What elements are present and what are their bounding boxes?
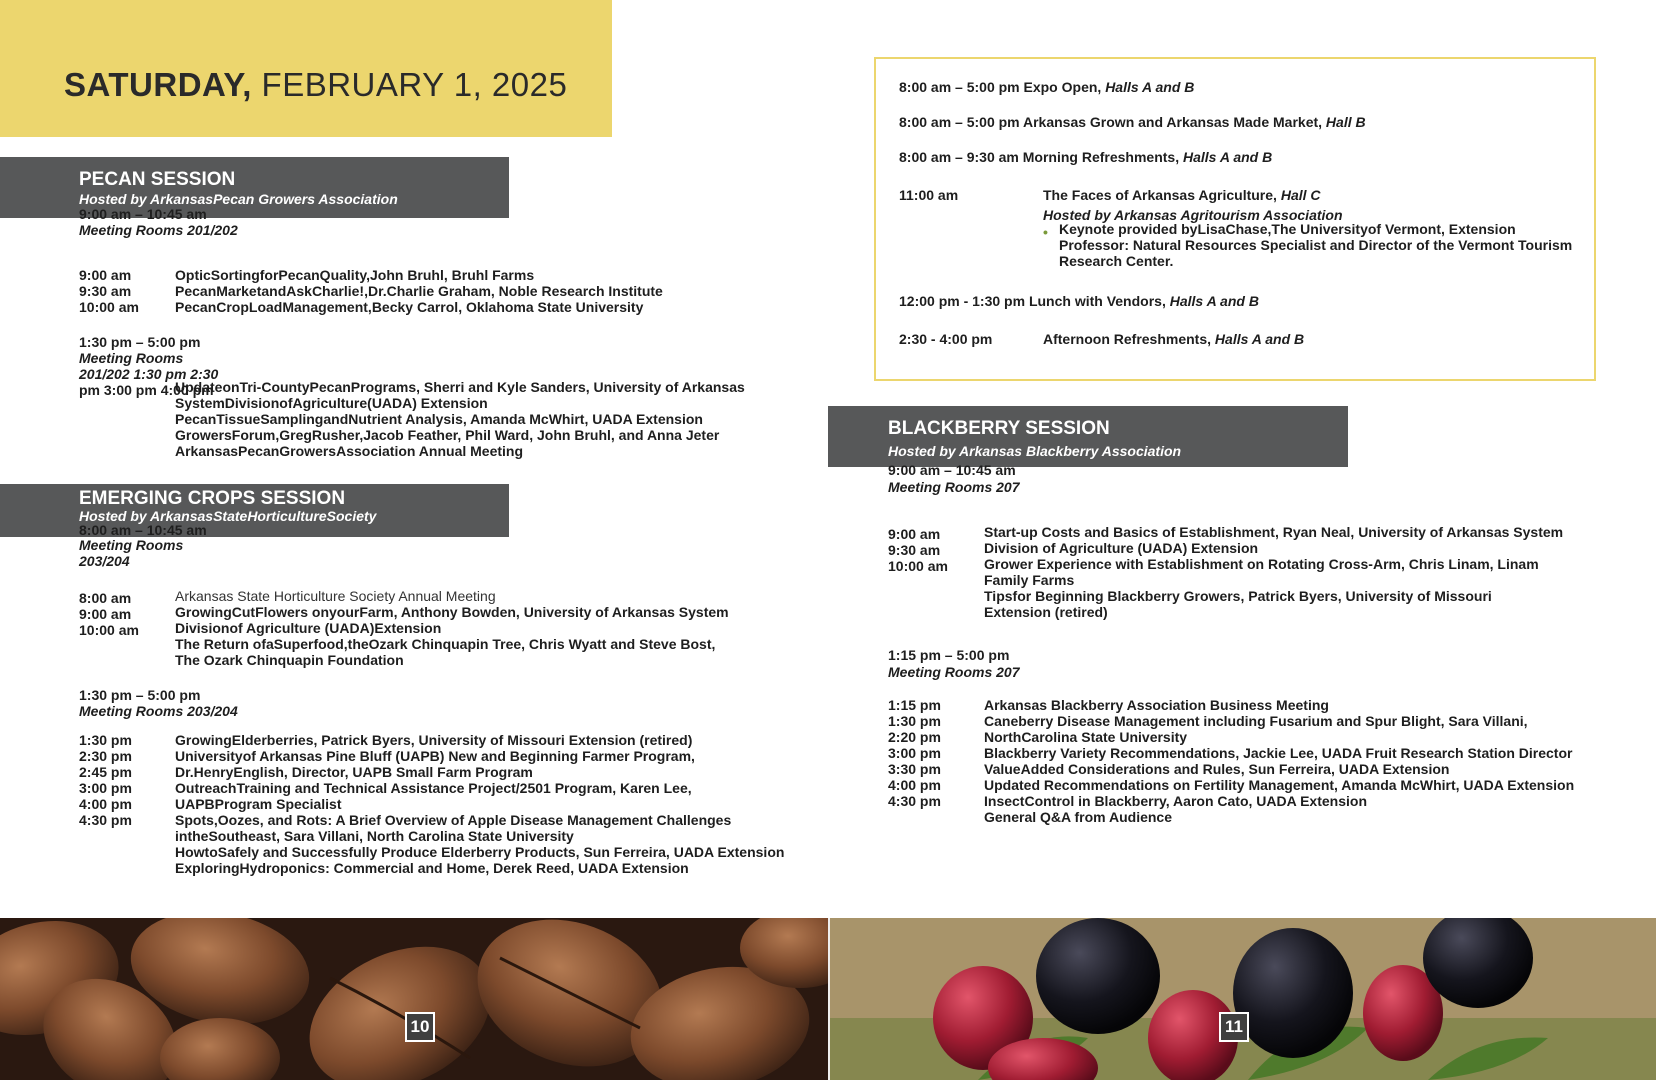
keynote-line: Professor: Natural Resources Specialist and Director of the Vermont Tourism [1059, 237, 1573, 253]
page-divider [828, 918, 830, 1080]
schedule-item: Start-up Costs and Basics of Establishment, Ryan Neal, University of Arkansas System [984, 524, 1564, 540]
schedule-time: 1:30 pm [79, 732, 132, 748]
blackberry-am-times [888, 526, 948, 574]
pecan-am-items [175, 267, 663, 315]
schedule-item: Grower Experience with Establishment on Rotating Cross-Arm, Chris Linam, Linam [984, 556, 1539, 572]
pecan-photo [0, 918, 828, 1080]
schedule-item: Dr.HenryEnglish, Director, UAPB Small Farm Program [175, 764, 533, 780]
emerging-am-rooms-2: 203/204 [79, 553, 130, 569]
schedule-item: Spots,Oozes, and Rots: A Brief Overview of Apple Disease Management Challenges [175, 812, 732, 828]
keynote-line: Keynote provided byLisaChase,The Universityof Vermont, Extension [1059, 221, 1516, 237]
emerging-pm-rooms: Meeting Rooms 203/204 [79, 703, 238, 719]
blackberry-session-bar [828, 406, 1348, 467]
emerging-pm-items [175, 732, 784, 876]
blackberry-photo [828, 918, 1656, 1080]
schedule-time: 2:20 pm [888, 729, 941, 745]
schedule-item: GrowersForum,GregRusher,Jacob Feather, Phil Ward, John Bruhl, and Anna Jeter [175, 427, 720, 443]
expo-line-1: 8:00 am – 5:00 pm Expo Open, Halls A and B [899, 79, 1195, 95]
schedule-item: Divisionof Agriculture (UADA)Extension [175, 620, 442, 636]
schedule-time: 9:00 am [79, 267, 132, 283]
schedule-item: SystemDivisionofAgriculture(UADA) Extension [175, 395, 488, 411]
blackberry-session-title: BLACKBERRY SESSION [888, 418, 1110, 439]
emerging-pm-times [79, 732, 132, 828]
page-number-left: 10 [405, 1012, 435, 1042]
keynote-description [1059, 221, 1572, 269]
schedule-item: NorthCarolina State University [984, 729, 1188, 745]
schedule-time: 10:00 am [79, 622, 139, 638]
schedule-item: PecanTissueSamplingandNutrient Analysis, Amanda McWhirt, UADA Extension [175, 411, 703, 427]
pecan-am-time: 9:00 am – 10:45 am [79, 206, 207, 222]
schedule-time: 4:00 pm [888, 777, 941, 793]
keynote-time: 11:00 am [899, 187, 959, 203]
schedule-item: Universityof Arkansas Pine Bluff (UAPB) New and Beginning Farmer Program, [175, 748, 695, 764]
schedule-time: 10:00 am [888, 558, 948, 574]
afternoon-time: 2:30 - 4:00 pm [899, 331, 993, 347]
schedule-item: GrowingElderberries, Patrick Byers, University of Missouri Extension (retired) [175, 732, 693, 748]
schedule-item: The Ozark Chinquapin Foundation [175, 652, 404, 668]
pecan-pm-rooms-3: pm 3:00 pm 4:00 pm [79, 382, 214, 398]
lunch-line: 12:00 pm - 1:30 pm Lunch with Vendors, Halls A and B [899, 293, 1259, 309]
schedule-time: 3:30 pm [888, 761, 941, 777]
expo-line-2: 8:00 am – 5:00 pm Arkansas Grown and Arkansas Made Market, Hall B [899, 114, 1366, 130]
pecan-pm-time: 1:30 pm – 5:00 pm [79, 334, 201, 350]
pecan-illustration [0, 918, 828, 1080]
schedule-time: 1:15 pm [888, 697, 941, 713]
schedule-item: OpticSortingforPecanQuality,John Bruhl, Bruhl Farms [175, 267, 535, 283]
title-date: FEBRUARY 1, 2025 [261, 66, 568, 103]
schedule-item: InsectControl in Blackberry, Aaron Cato, UADA Extension [984, 793, 1367, 809]
schedule-item: ValueAdded Considerations and Rules, Sun Ferreira, UADA Extension [984, 761, 1450, 777]
schedule-time: 3:00 pm [79, 780, 132, 796]
schedule-item: General Q&A from Audience [984, 809, 1173, 825]
schedule-item: Extension (retired) [984, 604, 1108, 620]
schedule-item: ArkansasPecanGrowersAssociation Annual Meeting [175, 443, 524, 459]
schedule-time: 4:30 pm [888, 793, 941, 809]
schedule-item: OutreachTraining and Technical Assistance Project/2501 Program, Karen Lee, [175, 780, 692, 796]
blackberry-pm-rooms: Meeting Rooms 207 [888, 664, 1020, 680]
pecan-am-times [79, 267, 139, 315]
emerging-session-title: EMERGING CROPS SESSION [79, 488, 346, 509]
schedule-time: 4:00 pm [79, 796, 132, 812]
pecan-pm-rooms-1: Meeting Rooms [79, 350, 184, 366]
schedule-time: 3:00 pm [888, 745, 941, 761]
schedule-item: Division of Agriculture (UADA) Extension [984, 540, 1259, 556]
schedule-item: Arkansas Blackberry Association Business Meeting [984, 697, 1329, 713]
page-title [64, 66, 567, 104]
blackberry-pm-times [888, 697, 941, 809]
schedule-time: 9:30 am [79, 283, 132, 299]
blackberry-pm-items [984, 697, 1574, 825]
pecan-am-rooms: Meeting Rooms 201/202 [79, 222, 238, 238]
title-day: SATURDAY, [64, 66, 252, 103]
emerging-am-items [175, 588, 729, 668]
schedule-item: Blackberry Variety Recommendations, Jackie Lee, UADA Fruit Research Station Director [984, 745, 1573, 761]
blackberry-am-items [984, 524, 1563, 620]
schedule-item: HowtoSafely and Successfully Produce Elderberry Products, Sun Ferreira, UADA Extension [175, 844, 785, 860]
schedule-time: 1:30 pm [888, 713, 941, 729]
schedule-item: Tipsfor Beginning Blackberry Growers, Patrick Byers, University of Missouri [984, 588, 1492, 604]
schedule-item: intheSoutheast, Sara Villani, North Carolina State University [175, 828, 574, 844]
blackberry-am-rooms: Meeting Rooms 207 [888, 479, 1020, 495]
blackberry-illustration [828, 918, 1656, 1080]
emerging-session-bar [0, 484, 509, 537]
schedule-item: PecanCropLoadManagement,Becky Carrol, Oklahoma State University [175, 299, 644, 315]
emerging-am-time: 8:00 am – 10:45 am [79, 522, 207, 538]
schedule-time: 8:00 am [79, 590, 132, 606]
schedule-item: Updated Recommendations on Fertility Management, Amanda McWhirt, UADA Extension [984, 777, 1575, 793]
keynote-title: The Faces of Arkansas Agriculture, Hall C [1043, 187, 1321, 203]
afternoon-line: Afternoon Refreshments, Halls A and B [1043, 331, 1305, 347]
bullet-icon: • [1043, 224, 1048, 240]
schedule-time: 2:45 pm [79, 764, 132, 780]
pecan-pm-items [175, 379, 745, 459]
schedule-time: 2:30 pm [79, 748, 132, 764]
schedule-item: Family Farms [984, 572, 1075, 588]
schedule-time: 9:00 am [79, 606, 132, 622]
emerging-am-rooms-1: Meeting Rooms [79, 537, 184, 553]
keynote-host: Hosted by Arkansas Agritourism Association [1043, 207, 1343, 223]
schedule-time: 9:30 am [888, 542, 941, 558]
schedule-item: GrowingCutFlowers onyourFarm, Anthony Bowden, University of Arkansas System [175, 604, 729, 620]
schedule-item: PecanMarketandAskCharlie!,Dr.Charlie Graham, Noble Research Institute [175, 283, 663, 299]
schedule-item: The Return ofaSuperfood,theOzark Chinquapin Tree, Chris Wyatt and Steve Bost, [175, 636, 716, 652]
expo-line-3: 8:00 am – 9:30 am Morning Refreshments, Halls A and B [899, 149, 1273, 165]
blackberry-am-time: 9:00 am – 10:45 am [888, 462, 1016, 478]
blackberry-pm-time: 1:15 pm – 5:00 pm [888, 647, 1010, 663]
schedule-item: ExploringHydroponics: Commercial and Home, Derek Reed, UADA Extension [175, 860, 689, 876]
schedule-item: Caneberry Disease Management including Fusarium and Spur Blight, Sara Villani, [984, 713, 1528, 729]
pecan-pm-rooms-2: 201/202 1:30 pm 2:30 [79, 366, 219, 382]
pecan-session-bar [0, 157, 509, 218]
schedule-item: UAPBProgram Specialist [175, 796, 342, 812]
emerging-am-times [79, 590, 139, 638]
page-number-right: 11 [1219, 1012, 1249, 1042]
schedule-item: Arkansas State Horticulture Society Annual Meeting [175, 588, 496, 604]
schedule-item: UpdateonTri-CountyPecanPrograms, Sherri and Kyle Sanders, University of Arkansas [175, 379, 745, 395]
schedule-time: 4:30 pm [79, 812, 132, 828]
emerging-session-host: Hosted by ArkansasStateHorticultureSociety [79, 508, 377, 524]
pecan-session-host: Hosted by ArkansasPecan Growers Association [79, 191, 398, 207]
emerging-pm-time: 1:30 pm – 5:00 pm [79, 687, 201, 703]
schedule-time: 9:00 am [888, 526, 941, 542]
schedule-time: 10:00 am [79, 299, 139, 315]
keynote-line: Research Center. [1059, 253, 1174, 269]
blackberry-session-host: Hosted by Arkansas Blackberry Association [888, 443, 1182, 459]
pecan-session-title: PECAN SESSION [79, 169, 236, 190]
